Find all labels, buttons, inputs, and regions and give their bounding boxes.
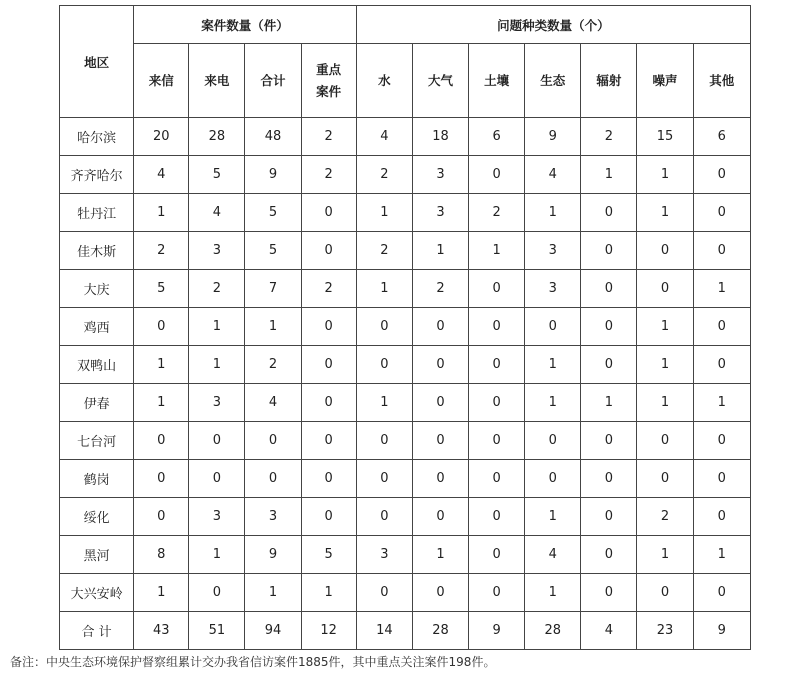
value-cell: 4 [356,118,412,156]
value-cell: 0 [581,346,637,384]
value-cell: 5 [245,194,301,232]
value-cell: 4 [525,536,581,574]
value-cell: 1 [637,308,693,346]
header-row-groups [60,6,751,44]
value-cell: 0 [581,536,637,574]
footnote: 备注：中央生态环境保护督察组累计交办我省信访案件1885件，其中重点关注案件198件。 [10,655,496,669]
value-cell: 1 [693,384,750,422]
col-header-total: 合计 [245,44,301,118]
value-cell: 1 [637,194,693,232]
region-cell: 哈尔滨 [60,118,134,156]
value-cell: 9 [469,612,525,650]
value-cell: 0 [301,384,356,422]
value-cell: 1 [581,156,637,194]
value-cell: 0 [637,270,693,308]
table-row [60,194,751,232]
value-cell: 2 [412,270,468,308]
value-cell: 3 [189,384,245,422]
value-cell: 0 [637,574,693,612]
value-cell: 20 [134,118,189,156]
table-row [60,346,751,384]
key-cases-line1: 重点 [316,61,342,77]
value-cell: 1 [525,346,581,384]
value-cell: 1 [356,270,412,308]
value-cell: 48 [245,118,301,156]
value-cell: 1 [134,574,189,612]
value-cell: 0 [469,536,525,574]
value-cell: 1 [637,384,693,422]
table-row [60,232,751,270]
value-cell: 0 [469,422,525,460]
value-cell: 0 [581,194,637,232]
value-cell: 4 [134,156,189,194]
value-cell: 15 [637,118,693,156]
value-cell: 1 [356,194,412,232]
value-cell: 0 [134,308,189,346]
value-cell: 0 [469,346,525,384]
value-cell: 94 [245,612,301,650]
value-cell: 5 [189,156,245,194]
value-cell: 1 [189,308,245,346]
value-cell: 0 [469,574,525,612]
col-header-ecology: 生态 [525,44,581,118]
value-cell: 0 [469,498,525,536]
value-cell: 0 [693,574,750,612]
value-cell: 1 [525,384,581,422]
col-header-letter: 来信 [134,44,189,118]
value-cell: 0 [693,232,750,270]
value-cell: 0 [356,308,412,346]
value-cell: 1 [581,384,637,422]
value-cell: 3 [356,536,412,574]
table-row [60,156,751,194]
table-row [60,536,751,574]
value-cell: 0 [525,308,581,346]
value-cell: 9 [245,156,301,194]
col-header-other: 其他 [693,44,750,118]
region-cell: 齐齐哈尔 [60,156,134,194]
value-cell: 0 [581,308,637,346]
value-cell: 28 [189,118,245,156]
col-header-water: 水 [356,44,412,118]
table-row [60,384,751,422]
value-cell: 0 [301,422,356,460]
value-cell: 1 [245,308,301,346]
value-cell: 8 [134,536,189,574]
table-row [60,498,751,536]
value-cell: 2 [301,156,356,194]
value-cell: 23 [637,612,693,650]
value-cell: 0 [525,460,581,498]
region-cell: 双鸭山 [60,346,134,384]
value-cell: 1 [637,536,693,574]
region-cell: 牡丹江 [60,194,134,232]
value-cell: 1 [525,574,581,612]
value-cell: 2 [581,118,637,156]
region-cell: 大庆 [60,270,134,308]
value-cell: 7 [245,270,301,308]
value-cell: 28 [525,612,581,650]
value-cell: 2 [637,498,693,536]
value-cell: 1 [693,536,750,574]
value-cell: 2 [301,118,356,156]
value-cell: 1 [637,346,693,384]
value-cell: 3 [412,156,468,194]
value-cell: 0 [301,498,356,536]
value-cell: 12 [301,612,356,650]
value-cell: 0 [134,460,189,498]
value-cell: 0 [301,346,356,384]
col-header-noise: 噪声 [637,44,693,118]
table-row [60,308,751,346]
value-cell: 0 [469,308,525,346]
value-cell: 0 [245,460,301,498]
region-cell: 鹤岗 [60,460,134,498]
value-cell: 6 [469,118,525,156]
value-cell: 0 [469,270,525,308]
value-cell: 5 [301,536,356,574]
value-cell: 28 [412,612,468,650]
value-cell: 0 [469,460,525,498]
value-cell: 9 [245,536,301,574]
value-cell: 1 [134,346,189,384]
value-cell: 1 [637,156,693,194]
region-cell: 鸡西 [60,308,134,346]
value-cell: 3 [189,232,245,270]
header-row-columns [60,44,751,118]
value-cell: 0 [189,574,245,612]
value-cell: 1 [245,574,301,612]
region-cell: 黑河 [60,536,134,574]
value-cell: 0 [693,346,750,384]
value-cell: 0 [412,346,468,384]
value-cell: 3 [412,194,468,232]
problem-types-group-header: 问题种类数量（个） [356,6,750,44]
value-cell: 1 [525,194,581,232]
value-cell: 1 [134,384,189,422]
value-cell: 4 [245,384,301,422]
value-cell: 0 [581,498,637,536]
table-row [60,574,751,612]
value-cell: 3 [189,498,245,536]
table-body [60,118,751,650]
value-cell: 18 [412,118,468,156]
value-cell: 9 [693,612,750,650]
value-cell: 2 [469,194,525,232]
value-cell: 0 [693,156,750,194]
value-cell: 0 [412,384,468,422]
value-cell: 3 [525,232,581,270]
value-cell: 0 [693,460,750,498]
value-cell: 1 [356,384,412,422]
table-row [60,460,751,498]
value-cell: 14 [356,612,412,650]
value-cell: 1 [189,536,245,574]
value-cell: 0 [301,308,356,346]
value-cell: 3 [525,270,581,308]
value-cell: 51 [189,612,245,650]
value-cell: 4 [525,156,581,194]
value-cell: 0 [581,422,637,460]
value-cell: 3 [245,498,301,536]
value-cell: 9 [525,118,581,156]
value-cell: 0 [693,422,750,460]
value-cell: 1 [189,346,245,384]
value-cell: 0 [301,460,356,498]
value-cell: 2 [356,232,412,270]
value-cell: 2 [245,346,301,384]
value-cell: 1 [412,536,468,574]
value-cell: 0 [189,422,245,460]
value-cell: 0 [637,232,693,270]
value-cell: 0 [412,308,468,346]
value-cell: 0 [412,460,468,498]
col-header-soil: 土壤 [469,44,525,118]
col-header-key-cases [301,44,356,118]
value-cell: 0 [581,460,637,498]
value-cell: 0 [412,422,468,460]
value-cell: 0 [581,232,637,270]
value-cell: 43 [134,612,189,650]
value-cell: 1 [693,270,750,308]
value-cell: 1 [469,232,525,270]
region-cell: 大兴安岭 [60,574,134,612]
value-cell: 2 [356,156,412,194]
value-cell: 0 [693,308,750,346]
value-cell: 0 [245,422,301,460]
table-row [60,422,751,460]
col-header-phone: 来电 [189,44,245,118]
value-cell: 0 [134,422,189,460]
value-cell: 2 [301,270,356,308]
value-cell: 0 [693,194,750,232]
value-cell: 0 [525,422,581,460]
value-cell: 1 [301,574,356,612]
table-row [60,612,751,650]
value-cell: 0 [356,460,412,498]
table-row [60,270,751,308]
value-cell: 0 [469,156,525,194]
value-cell: 1 [525,498,581,536]
value-cell: 0 [356,422,412,460]
value-cell: 0 [693,498,750,536]
value-cell: 0 [356,498,412,536]
region-cell: 伊春 [60,384,134,422]
value-cell: 0 [356,574,412,612]
value-cell: 0 [189,460,245,498]
value-cell: 1 [412,232,468,270]
value-cell: 0 [581,574,637,612]
value-cell: 0 [356,346,412,384]
value-cell: 0 [412,498,468,536]
region-cell: 七台河 [60,422,134,460]
value-cell: 0 [134,498,189,536]
col-header-radiation: 辐射 [581,44,637,118]
value-cell: 0 [637,422,693,460]
value-cell: 4 [189,194,245,232]
col-header-air: 大气 [412,44,468,118]
value-cell: 0 [581,270,637,308]
value-cell: 2 [189,270,245,308]
value-cell: 5 [134,270,189,308]
case-count-group-header: 案件数量（件） [134,6,357,44]
value-cell: 0 [301,232,356,270]
value-cell: 0 [301,194,356,232]
key-cases-line2: 案件 [316,83,342,99]
region-cell: 合 计 [60,612,134,650]
value-cell: 4 [581,612,637,650]
value-cell: 2 [134,232,189,270]
value-cell: 0 [412,574,468,612]
value-cell: 5 [245,232,301,270]
value-cell: 1 [134,194,189,232]
region-cell: 绥化 [60,498,134,536]
region-cell: 佳木斯 [60,232,134,270]
value-cell: 0 [637,460,693,498]
value-cell: 6 [693,118,750,156]
value-cell: 0 [469,384,525,422]
table-row [60,118,751,156]
case-statistics-table [59,5,751,650]
region-header: 地区 [60,6,134,118]
